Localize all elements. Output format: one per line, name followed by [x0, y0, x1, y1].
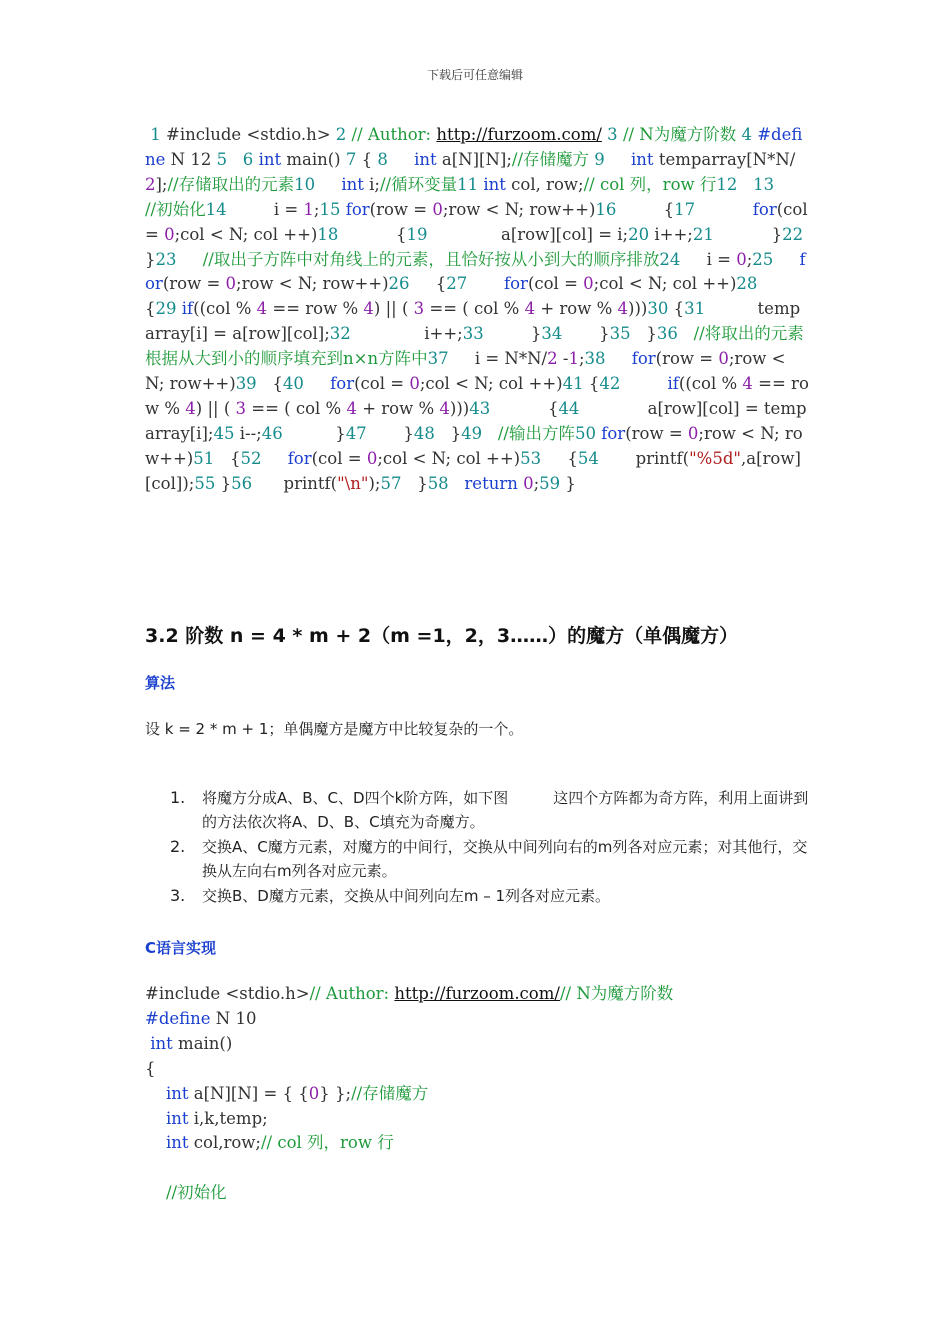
code-token: 0: [523, 473, 534, 493]
code-token: {: [435, 274, 447, 294]
code-token: main(): [172, 1033, 233, 1053]
code-token: ;row < N; row++): [145, 423, 803, 468]
code-token: #include <stdio.h>: [145, 984, 310, 1003]
code-token: ;row < N; row++): [145, 349, 791, 394]
code-token: (row =: [625, 423, 688, 443]
code-token: ;row < N; row++): [236, 274, 389, 294]
code-token: 8: [377, 149, 415, 169]
code-token: 58: [427, 473, 465, 493]
step-text: 将魔方分成A、B、C、D四个k阶方阵，如下图 这四个方阵都为奇方阵，利用上面讲到的方法依次将A、D、B、C填充为奇魔方。: [202, 789, 809, 831]
code-token: ;col < N; col ++): [593, 274, 737, 294]
code-token: 2: [335, 125, 352, 144]
list-item: [170, 835, 810, 883]
code-token: ) || (: [195, 398, 236, 418]
code-token: if: [667, 374, 679, 394]
code-token: + row %: [535, 299, 618, 319]
code-token: int: [258, 149, 282, 169]
code-token: 41: [562, 374, 589, 394]
code-token: col, row;: [505, 174, 584, 194]
code-token: i++;: [424, 324, 463, 344]
code-token: 51: [193, 448, 230, 468]
code-token: [145, 1084, 166, 1103]
code-token: }: [220, 473, 232, 493]
code-token: for: [145, 249, 806, 294]
code-token: 10: [294, 174, 342, 194]
code-token: 39: [235, 374, 273, 394]
code-token: ((col %: [193, 299, 257, 319]
code-token: temparray[i] = a[row][col];: [145, 299, 801, 344]
code-token: 19: [406, 224, 501, 244]
code-token: main(): [281, 149, 346, 169]
code-token: #define: [145, 125, 803, 169]
code-token: {: [567, 448, 578, 468]
code-token: int: [165, 1108, 189, 1128]
code-token: 59: [539, 473, 566, 493]
code-token: N 12: [165, 149, 217, 169]
code-token: {: [663, 199, 675, 219]
code-token: // Author:: [351, 125, 437, 144]
code-token: 45: [213, 423, 240, 443]
code-token: 20: [628, 224, 655, 244]
code-token: for: [504, 274, 528, 294]
code-token: ,a[row][col]);: [145, 448, 801, 493]
code-token: {: [145, 1058, 156, 1078]
code-token: ;row < N; row++): [442, 199, 596, 219]
code-token: (row =: [655, 349, 719, 369]
code-token: printf(: [283, 473, 338, 493]
code-token: 48: [413, 423, 451, 443]
code-token: (col =: [145, 199, 813, 244]
code-token: }: [771, 224, 783, 244]
code-token: 11: [457, 174, 484, 194]
code-token: int: [483, 174, 506, 194]
code-token: int: [165, 1133, 189, 1153]
code-token: -: [557, 349, 569, 369]
code-link[interactable]: http://furzoom.com/: [436, 125, 602, 144]
code-token: 28: [736, 274, 805, 294]
code-token: 4: [742, 374, 753, 394]
code-token: 30: [647, 299, 674, 319]
code-token: //存储取出的元素: [167, 174, 295, 194]
code-line: [145, 982, 809, 1007]
code-token: int: [150, 1033, 173, 1053]
code-token: == ( col %: [246, 398, 347, 418]
code-token: 9: [594, 149, 632, 169]
step-number: 1.: [170, 788, 186, 807]
code-token: ))): [628, 299, 648, 319]
code-token: i--;: [239, 423, 262, 443]
code-token: 3: [601, 125, 623, 144]
code-token: #define: [145, 1008, 211, 1028]
code-link[interactable]: http://furzoom.com/: [394, 984, 560, 1003]
code-token: //存储魔方: [351, 1083, 429, 1103]
code-token: 42: [599, 374, 668, 394]
code-token: 0: [366, 448, 378, 468]
code-token: }: [599, 324, 610, 344]
code-line: [145, 1057, 809, 1082]
code-token: }: [646, 324, 657, 344]
step-text: 交换A、C魔方元素，对魔方的中间行，交换从中间列向右的m列各对应元素；对其他行，交换从左向右m列各对应元素。: [202, 838, 808, 880]
code-token: 49: [461, 423, 498, 443]
code-token: ((col %: [678, 374, 743, 394]
code-token: );: [368, 473, 381, 493]
code-token: {: [272, 374, 283, 394]
code-token: 18: [317, 224, 397, 244]
code-token: }: [530, 324, 542, 344]
code-token: }: [417, 473, 428, 493]
code-token: (col =: [354, 374, 410, 394]
code-token: 3: [413, 299, 425, 319]
code-token: temparray[N*N/: [653, 149, 796, 169]
algorithm-heading: 算法: [145, 674, 176, 692]
code-token: + row %: [356, 398, 440, 418]
code-token: 37: [427, 349, 475, 369]
code-token: 0: [583, 274, 594, 294]
page-header: 下载后可任意编辑: [426, 68, 523, 82]
algorithm-intro: 设 k = 2 * m + 1；单偶魔方是魔方中比较复杂的一个。: [145, 720, 524, 738]
code-token: //取出子方阵中对角线上的元素，且恰好按从小到大的顺序排放: [202, 249, 660, 269]
code-token: ;: [578, 349, 585, 369]
code-token: ;: [746, 249, 753, 269]
code-token: } };: [319, 1083, 352, 1103]
code-token: printf(: [635, 448, 690, 468]
code-token: //初始化: [145, 199, 206, 219]
code-token: // col 列，row 行: [260, 1133, 394, 1153]
code-token: {: [361, 149, 378, 169]
code-token: 1: [145, 125, 166, 144]
code-token: 1: [303, 199, 314, 219]
code-token: for: [631, 349, 656, 369]
code-token: [145, 1109, 166, 1128]
code-token: 4: [617, 299, 629, 319]
code-token: 56: [231, 473, 284, 493]
code-token: i,k,temp;: [188, 1108, 268, 1128]
code-token: a[row][col] = i;: [500, 224, 629, 244]
code-token: 4: [346, 398, 357, 418]
code-token: 0: [225, 274, 237, 294]
code-token: (col =: [527, 274, 584, 294]
code-token: 0: [736, 249, 747, 269]
code-token: ))): [449, 398, 470, 418]
code-token: ;: [313, 199, 320, 219]
code-token: // N为魔方阶数: [622, 125, 742, 144]
code-token: for: [345, 199, 370, 219]
code-block-single-even-magic-square: [145, 982, 809, 1206]
code-token: 47: [345, 423, 404, 443]
code-token: 3: [235, 398, 247, 418]
code-token: 21: [692, 224, 772, 244]
code-token: for: [330, 374, 355, 394]
code-token: 0: [164, 224, 175, 244]
code-token: i++;: [654, 224, 693, 244]
code-token: a[N][N] = { {: [188, 1083, 309, 1103]
code-token: int: [165, 1083, 189, 1103]
code-token: 4: [363, 299, 374, 319]
code-token: 0: [308, 1083, 320, 1103]
code-token: int: [341, 174, 364, 194]
step-text: 交换B、D魔方元素，交换从中间列向左m – 1列各对应元素。: [202, 887, 611, 905]
code-token: 17: [674, 199, 753, 219]
code-token: 5 6: [216, 149, 259, 169]
code-token: ;col < N; col ++): [419, 374, 563, 394]
code-token: 34: [541, 324, 600, 344]
code-token: }: [145, 249, 156, 269]
code-token: 26: [388, 274, 436, 294]
code-token: 2: [145, 174, 156, 194]
code-token: i =: [273, 199, 304, 219]
code-token: {: [145, 299, 156, 319]
code-token: 43: [469, 398, 548, 418]
code-token: // Author:: [309, 984, 395, 1003]
code-token: 53: [520, 448, 568, 468]
code-token: return: [464, 473, 518, 493]
code-token: 14: [205, 199, 274, 219]
code-token: [145, 1183, 166, 1202]
code-token: 24: [659, 249, 707, 269]
code-token: for: [287, 448, 312, 468]
code-token: 22: [782, 224, 840, 244]
code-token: // N为魔方阶数: [559, 984, 674, 1003]
code-token: 7: [345, 149, 362, 169]
code-token: [145, 1133, 166, 1152]
code-token: {: [673, 299, 685, 319]
code-token: #include <stdio.h>: [166, 125, 336, 144]
code-token: == row %: [267, 299, 364, 319]
code-token: }: [403, 423, 414, 443]
code-token: }: [565, 473, 576, 493]
code-token: {: [229, 448, 241, 468]
code-token: 52: [240, 448, 288, 468]
list-item: [170, 884, 810, 908]
code-token: 31: [684, 299, 758, 319]
code-line: [145, 1007, 809, 1032]
code-token: 44: [558, 398, 648, 418]
code-token: "%5d": [689, 448, 742, 468]
code-token: ;: [533, 473, 540, 493]
code-token: ;col < N; col ++): [174, 224, 318, 244]
code-token: == row %: [145, 374, 809, 418]
algorithm-steps: [170, 786, 810, 909]
code-token: for: [601, 423, 626, 443]
code-token: 4: [439, 398, 450, 418]
code-token: 4: [256, 299, 268, 319]
code-token: //将取出的元素根据从大到小的顺序填充到n×n方阵中: [145, 324, 804, 369]
c-impl-heading: C语言实现: [145, 939, 217, 957]
code-token: 57: [380, 473, 418, 493]
code-token: 27: [446, 274, 504, 294]
code-token: 4: [185, 398, 196, 418]
code-token: i = N*N/: [474, 349, 548, 369]
code-token: N 10: [210, 1008, 257, 1028]
code-token: 12 13: [716, 174, 801, 194]
code-token: 33: [462, 324, 531, 344]
code-token: "\n": [337, 473, 369, 493]
code-token: 4: [741, 125, 758, 144]
code-token: //输出方阵: [497, 423, 575, 443]
code-token: 16: [595, 199, 664, 219]
code-token: 25: [752, 249, 800, 269]
code-token: ;col < N; col ++): [377, 448, 521, 468]
code-token: // col 列，row 行: [583, 174, 717, 194]
code-token: 54: [577, 448, 636, 468]
code-token: {: [396, 224, 407, 244]
code-token: int: [414, 149, 437, 169]
code-token: }: [450, 423, 462, 443]
code-token: 46: [261, 423, 336, 443]
code-token: 0: [409, 374, 420, 394]
code-token: 55: [194, 473, 221, 493]
code-token: 35: [609, 324, 647, 344]
code-token: col,row;: [188, 1133, 261, 1153]
code-token: 38: [584, 349, 632, 369]
code-token: //循环变量: [380, 174, 458, 194]
code-token: 2: [547, 349, 558, 369]
code-block-4n-magic-square: [145, 123, 840, 497]
code-line: [145, 1032, 809, 1057]
code-token: 1: [568, 349, 579, 369]
code-token: i;: [363, 174, 380, 194]
code-token: //初始化: [165, 1183, 227, 1203]
code-line: [145, 1131, 809, 1156]
code-token: a[row][col] = temparray[i];: [145, 398, 807, 443]
code-token: 4: [524, 299, 536, 319]
list-item: [170, 786, 810, 834]
code-token: {: [547, 398, 559, 418]
code-token: (col =: [311, 448, 367, 468]
code-token: }: [335, 423, 346, 443]
code-token: {: [588, 374, 600, 394]
step-number: 2.: [170, 837, 186, 856]
code-token: int: [631, 149, 654, 169]
code-token: for: [752, 199, 777, 219]
code-token: //存储魔方: [511, 149, 595, 169]
code-token: 15: [319, 199, 346, 219]
code-token: (row =: [369, 199, 433, 219]
code-token: 32: [329, 324, 425, 344]
code-token: 40: [282, 374, 331, 394]
section-title: 3.2 阶数 n = 4 * m + 2（m =1，2，3……）的魔方（单偶魔方）: [145, 625, 739, 647]
code-token: ];: [155, 174, 168, 194]
code-token: 0: [687, 423, 699, 443]
code-token: if: [181, 299, 194, 319]
code-line: [145, 1082, 809, 1107]
code-token: 36: [656, 324, 694, 344]
step-number: 3.: [170, 886, 186, 905]
code-token: a[N][N];: [436, 149, 512, 169]
code-token: 29: [155, 299, 182, 319]
code-token: (row =: [162, 274, 226, 294]
code-line: [145, 1107, 809, 1132]
code-line: [145, 1156, 809, 1181]
code-token: i =: [706, 249, 737, 269]
code-token: 0: [718, 349, 729, 369]
code-token: 23: [155, 249, 203, 269]
code-line: [145, 1181, 809, 1206]
code-token: ) || (: [373, 299, 414, 319]
code-token: 0: [432, 199, 443, 219]
code-token: == ( col %: [424, 299, 525, 319]
code-token: 50: [575, 423, 602, 443]
